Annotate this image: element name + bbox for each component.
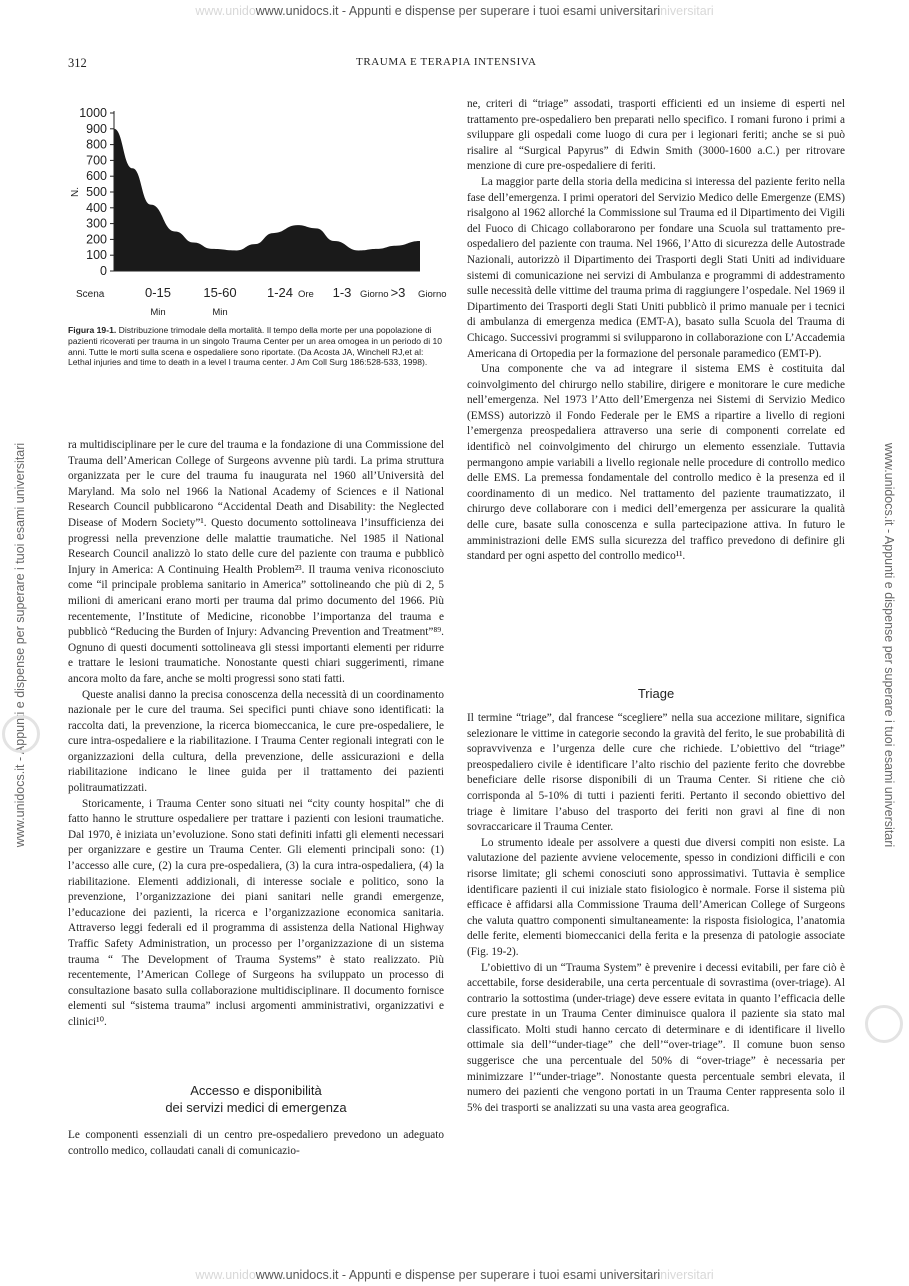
- watermark-top: www.unidowww.unidocs.it - Appunti e dispense per superare i tuoi esami universitariniversitari: [195, 4, 714, 18]
- paragraph: ne, criteri di “triage” assodati, trasporti efficienti ed un insieme di esperti nel trattamento pre-ospedaliero ben preparati nello specifico. I romani furono i primi a sviluppare gli ospedali come luogo di cura per i legionari feriti; anche se si può risalire al “Surgical Papyrus” di Edwin Smith (3000-1600 a.C.) per ritrovare menzione di cure pre-ospedaliere di feriti.: [467, 98, 845, 173]
- y-tick-label: 200: [86, 232, 107, 247]
- x-tick-unit: Giorno: [418, 289, 447, 300]
- watermark-logo-icon: [865, 1005, 903, 1043]
- paragraph: La maggior parte della storia della medicina si interessa del paziente ferito nella fase dell’emergenza. I primi operatori del Servizio Medico delle Emergenze (EMS) risalgono al 1962 allorché la Commissione sul Trauma ed il Dipartimento dei Vigili del Fuoco di Chicago collaborarono per fondare una Scuola sul trattamento pre-ospedaliero del paziente con trauma. Nel 1966, l’Atto di sicurezza delle Autostrade Nazionali, autorizzò il Dipartimento dei Trasporti degli Stati Uniti ad individuare sistemi di comunicazione nei servizi di Ambulanza e programmi di addestramento sulle necessità delle vittime del trauma prima di raggiungere l’ospedale. Nel 1969 il Dipartimento dei Trasporti degli Stati Uniti pubblicò il primo manuale per i tecnici di ambulanza di emergenza medica (EMT-A), basato sulla Scuola del Trauma di Chicago. Successivi programmi si svilupparono in collaborazione con L’Accademia Americana di Ortopedia per la formazione del personale paramedico (EMT-P).: [467, 175, 845, 360]
- y-tick-label: 800: [86, 137, 107, 152]
- mortality-chart: [68, 98, 448, 320]
- section-title-line2: dei servizi medici di emergenza: [165, 1100, 347, 1115]
- x-tick-unit: Min: [150, 307, 166, 318]
- paragraph: ra multidisciplinare per le cure del trauma e la fondazione di una Commissione del Trauma dell’American College of Surgeons avvenne più tardi. La prima struttura organizzata per le cure del trauma fu inaugurata nel 1960 all’Università del Maryland. Ma solo nel 1966 la National Academy of Sciences e il National Research Council pubblicarono “Accidental Death and Disability: the Neglected Disease of Modern Society”¹. Questo documento sottolineava l’insufficienza dei progressi nella prevenzione delle malattie traumatiche. Nel 1985 il National Research Council analizzò lo stato delle cure del paziente con trauma e pubblicò Injury in America: A Continuing Health Problem²³. Il trauma veniva riconosciuto come “il principale problema sanitario in America” sottolineando che più di 2, 5 milioni di americani erano morti per trauma dal primo documento del 1966. Più recentemente, l’Institute of Medicine, riconobbe l’importanza del trauma e pubblicò “Reducing the Burden of Injury: Advancing Prevention and Treatment”⁸⁹. Ognuno di questi documenti sottolineava gli stessi importanti elementi per ridurre e trattare le lesioni traumatiche. Nonostante questi chiari suggerimenti, rimane ancora molto da fare, anche se molti progressi sono stati fatti.: [68, 439, 444, 685]
- watermark-bottom-text: www.unidocs.it - Appunti e dispense per superare i tuoi esami universitari: [255, 1268, 661, 1282]
- x-tick-label: 1-24: [266, 285, 294, 300]
- paragraph: Una componente che va ad integrare il sistema EMS è costituita dal coinvolgimento del chirurgo nello stabilire, dirigere e monitorare le cure mediche nell’emergenza. Nel 1973 l’Atto dell’Emergenza nei Sistemi di Servizio Medico (EMSS) autorizzò il Fondo Federale per le EMS a ripartire a livello di regioni l’emergenza preospedaliera attraverso una serie di componenti correlate ed identificò nel coinvolgimento del chirurgo un elemento essenziale. Tuttavia permangono ampie variabili a livello regionale nelle procedure di controllo medico delle EMS. La premessa fondamentale del controllo medico è la presenza ed il coordinamento di un medico. Nel trattamento del paziente traumatizzato, il chirurgo deve collaborare con i medici dell’emergenza per assicurare la qualità delle cure, basate sulla conoscenza e sulla partecipazione attiva. In futuro le amministrazioni delle EMS sulla sicurezza del traffico prevedono di definire gli standard per ogni aspetto del controllo medico¹¹.: [467, 363, 845, 563]
- section-heading-triage: [467, 685, 845, 702]
- x-tick-label: Scena: [76, 289, 105, 300]
- running-head: TRAUMA E TERAPIA INTENSIVA: [356, 56, 537, 68]
- mortality-area: [114, 129, 420, 271]
- x-tick-label: 0-15: [144, 285, 172, 300]
- watermark-bottom: www.unidowww.unidocs.it - Appunti e dispense per superare i tuoi esami universitariniversitari: [195, 1268, 714, 1282]
- y-tick-label: 500: [86, 185, 107, 199]
- x-tick-unit: Giorno: [360, 289, 389, 300]
- y-tick-label: 900: [86, 121, 107, 136]
- y-tick-label: 700: [86, 153, 107, 168]
- watermark-logo-icon: [2, 715, 40, 753]
- watermark-top-text: www.unidocs.it - Appunti e dispense per superare i tuoi esami universitari: [255, 4, 661, 18]
- caption-label: Figura 19-1.: [68, 325, 117, 335]
- paragraph: Storicamente, i Trauma Center sono situati nei “city county hospital” che di fatto hanno le strutture ospedaliere per trattare i pazienti con lesioni traumatiche. Dal 1970, è iniziata un’evoluzione. Sono stati definiti infatti gli elementi necessari per organizzare e gestire un Trauma Center. Gli elementi principali sono: (1) l’accesso alle cure, (2) la cura pre-ospedaliera, (3) la cura intra-ospedaliera, (4) la riabilitazione. Elementi addizionali, di interesse sociale e politico, sono la prevenzione, l’organizzazione dei piani sanitari nelle grandi emergenze, l’educazione dei pazienti, la ricerca e l’organizzazione economica sanitaria. Attraverso leggi federali ed il programma di assistenza della National Highway Traffic Safety Administration, un processo per l’organizzazione di un sistema trauma “ The Development of Trauma Systems” è stato realizzato. Più recentemente, l’American College of Surgeons ha sviluppato un processo di consultazione basato sulla collaborazione multidisciplinare. Il documento fornisce elementi sul “sistema trauma” inclusi argomenti amministrativi, organizzativi e clinici¹⁰.: [68, 797, 444, 1028]
- x-tick-label: 1-3: [332, 285, 352, 300]
- figure-caption: [68, 325, 446, 368]
- paragraph: Il termine “triage”, dal francese “scegliere” nella sua accezione militare, significa selezionare le vittime in categorie secondo la gravità del ferito, le sue probabilità di sopravvivenza e l’urgenza delle cure che richiede. L’obiettivo del “triage” preospedaliero civile è identificare l’alto rischio del paziente ferito che dovrebbe beneficiare delle risorse disponibili di un Trauma Center. Si ritiene che ciò corrisponda al 5-10% di tutti i pazienti feriti. Pertanto il secondo obiettivo del triage è limitare l’abuso del trasporto dei feriti non gravi al fine di non sovraccaricare il Trauma Center.: [467, 712, 845, 834]
- paragraph: Le componenti essenziali di un centro pre-ospedaliero prevedono un adeguato controllo medico, collaudati canali di comunicazio-: [68, 1129, 444, 1157]
- caption-text: Distribuzione trimodale della mortalità. Il tempo della morte per una popolazione di pazienti ricoverati per trauma in un singolo Trauma Center per un area omogea in un periodo di 10 anni. Tutte le morti sulla scena e ospedaliere sono riportate. (Da Acosta JA, Winchell RJ,et al: Lethal injuries and time to death in a level I trauma center. J Am Coll Surg 186:528-533, 1998).: [68, 325, 443, 368]
- x-tick-label: >3: [390, 285, 406, 300]
- y-tick-label: 1000: [79, 106, 107, 120]
- right-column: [467, 97, 845, 565]
- left-column: [68, 438, 444, 1031]
- paragraph: L’obiettivo di un “Trauma System” è prevenire i decessi evitabili, per fare ciò è accettabile, forse desiderabile, una certa percentuale di sovrastima (over-triage). Al contrario la sottostima (under-triage) deve essere evitata in quanto l’efficacia delle cure prestate in un Trauma Center diminuisce qualora il paziente sia stato mal classificato. Molti studi hanno cercato di determinare e di identificare il livello ottimale sia dell’“under-tiage” che dell’“over-triage”. Il comune buon senso suggerisce che una percentuale del 50% di “over-triage” è necessaria per minimizzare l’“under-triage”. Nonostante questa percentuale sembri elevata, il numero dei pazienti che vengono portati in un Trauma Center rappresenta solo il 5% dei trasporti se analizzati su una vasta area geografica.: [467, 961, 845, 1114]
- x-tick-unit: Min: [212, 307, 228, 318]
- watermark-right: www.unidocs.it - Appunti e dispense per superare i tuoi esami universitari: [882, 442, 896, 848]
- y-tick-label: 600: [86, 169, 107, 184]
- paragraph: Queste analisi danno la precisa conoscenza della necessità di un coordinamento nazionale per le cure del trauma. Sei specifici punti chiave sono identificati: la raccolta dati, la prevenzione, la ricerca biomeccanica, le cure pre-ospedaliere, le cure intra-ospedaliere e la riabilitazione. I Trauma Center regionali integrati con le organizzazioni della cultura, della prevenzione, delle assicurazioni e della riabilitazione indicano le linee guida per il trattamento dei pazienti politraumatizzati.: [68, 688, 444, 795]
- x-tick-unit: Ore: [298, 289, 314, 300]
- y-axis-label: N.: [70, 187, 81, 197]
- y-tick-label: 400: [86, 200, 107, 215]
- section-title: Triage: [637, 686, 675, 701]
- left-section-body: [68, 1128, 444, 1159]
- x-tick-label: 15-60: [203, 285, 237, 300]
- section-heading-access: [68, 1082, 444, 1116]
- y-tick-label: 0: [100, 264, 107, 278]
- right-section-body: [467, 711, 845, 1116]
- y-tick-label: 100: [86, 248, 107, 263]
- y-tick-label: 300: [86, 216, 107, 231]
- paragraph: Lo strumento ideale per assolvere a questi due diversi compiti non esiste. La valutazione del paziente avviene velocemente, spesso in condizioni difficili e con risorse limitate; gli schemi conosciuti sono approssimativi. Tuttavia è semplice identificare pazienti il cui iniziale stato fisiologico è normale. Forse il sistema più efficace è affidarsi alla Commissione Trauma dell’American College of Surgeons che valuta quattro componenti simultaneamente: la risposta fisiologica, l’anatomia delle ferite, elementi biomeccanici della ferita e la presenza di patologie associate (Fig. 19-2).: [467, 836, 845, 958]
- page-number: 312: [68, 56, 87, 70]
- watermark-left: www.unidocs.it - Appunti e dispense per superare i tuoi esami universitari: [13, 442, 27, 848]
- section-title-line1: Accesso e disponibilità: [190, 1083, 322, 1098]
